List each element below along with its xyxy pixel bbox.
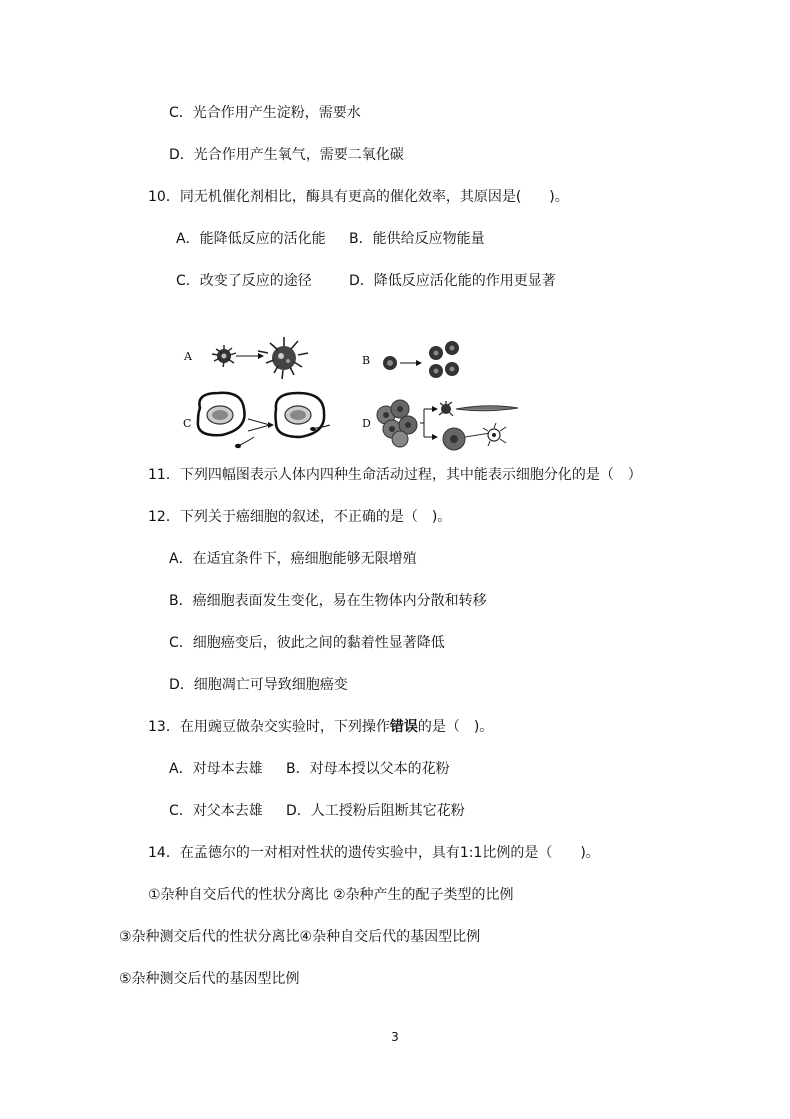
panel-d-nerve-cell-icon: [439, 401, 453, 416]
figure-label-b: B: [362, 354, 371, 367]
q14-stem: 14．在孟德尔的一对相对性状的遗传实验中，具有1:1比例的是（ )。: [148, 845, 600, 861]
cell-diagrams: [178, 333, 528, 458]
figure-label-c: C: [183, 417, 192, 430]
q14-statement-line-3: ⑤杂种测交后代的基因型比例: [119, 971, 300, 987]
q12-option-b: B．癌细胞表面发生变化，易在生物体内分散和转移: [169, 593, 487, 609]
q11-stem: 11．下列四幅图表示人体内四种生命活动过程，其中能表示细胞分化的是（ ）: [148, 467, 642, 483]
q9-option-c: C．光合作用产生淀粉，需要水: [169, 105, 361, 121]
panel-d-large-cell-icon: [443, 428, 490, 450]
panel-c-egg-cell-icon: [198, 393, 245, 435]
q13-stem-after: 的是（ )。: [417, 719, 494, 735]
q10-option-c: C．改变了反应的途径: [176, 273, 312, 289]
panel-c-arrow-icon: [248, 419, 274, 431]
panel-d-neuron-icon: [483, 423, 506, 446]
q13-stem-before: 13．在用豌豆做杂交实验时，下列操作: [148, 719, 390, 735]
panel-d-branch-arrow-icon: [420, 406, 438, 440]
q13-option-a: A．对母本去雄: [169, 761, 263, 777]
q10-option-b: B．能供给反应物能量: [349, 231, 485, 247]
q10-option-d: D．降低反应活化能的作用更显著: [349, 273, 556, 289]
q12-option-c: C．细胞癌变后，彼此之间的黏着性显著降低: [169, 635, 445, 651]
figure-label-a: A: [184, 350, 192, 363]
page-number: 3: [391, 1030, 399, 1044]
q12-option-d: D．细胞凋亡可导致细胞癌变: [169, 677, 348, 693]
q12-option-a: A．在适宜条件下，癌细胞能够无限增殖: [169, 551, 417, 567]
panel-a-small-cell-icon: [212, 345, 236, 367]
cell-process-figure: [178, 333, 528, 458]
q14-statement-line-2: ③杂种测交后代的性状分离比④杂种自交后代的基因型比例: [119, 929, 481, 945]
q13-option-c: C．对父本去雄: [169, 803, 263, 819]
panel-b-arrow-icon: [400, 360, 422, 366]
q13-option-b: B．对母本授以父本的花粉: [286, 761, 450, 777]
panel-b-four-cells-icon: [429, 341, 459, 378]
panel-b-single-cell-icon: [383, 356, 397, 370]
q14-statement-line-1: ①杂种自交后代的性状分离比 ②杂种产生的配子类型的比例: [148, 887, 514, 903]
panel-a-arrow-icon: [236, 353, 264, 359]
q13-stem: [148, 718, 493, 736]
panel-d-cell-cluster-icon: [377, 400, 417, 447]
panel-c-sperm-icon: [235, 437, 254, 448]
panel-c-fertilized-egg-icon: [276, 393, 331, 437]
q13-option-d: D．人工授粉后阻断其它花粉: [286, 803, 465, 819]
panel-a-large-cell-icon: [258, 337, 308, 379]
q10-stem: 10．同无机催化剂相比，酶具有更高的催化效率，其原因是( )。: [148, 189, 569, 205]
q13-stem-emphasis: 错误: [389, 719, 418, 735]
panel-d-muscle-fiber-icon: [456, 406, 518, 411]
q12-stem: 12．下列关于癌细胞的叙述，不正确的是（ )。: [148, 509, 452, 525]
q10-option-a: A．能降低反应的活化能: [176, 231, 326, 247]
q9-option-d: D．光合作用产生氧气，需要二氧化碳: [169, 147, 404, 163]
figure-label-d: D: [362, 417, 371, 430]
